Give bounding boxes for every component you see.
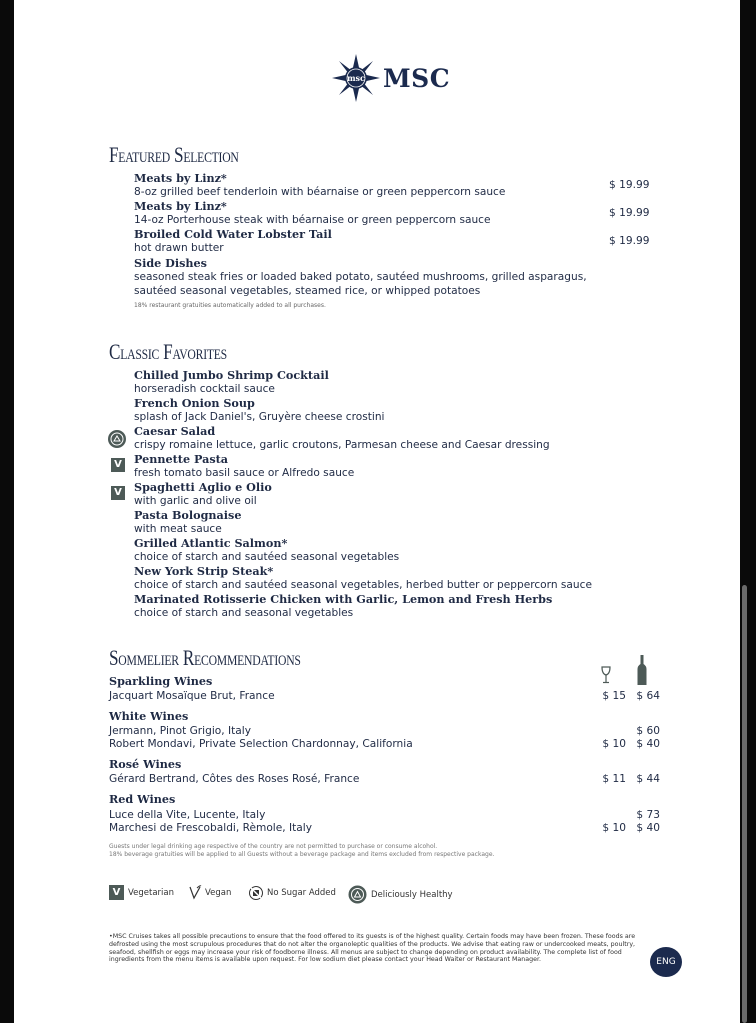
bottle-price: $ 40 [636, 738, 660, 750]
wine-name: Marchesi de Frescobaldi, Rèmole, Italy [109, 822, 312, 834]
menu-item [134, 227, 614, 255]
glass-price: $ 15 [602, 690, 626, 702]
item-desc: 14-oz Porterhouse steak with béarnaise or green peppercorn sauce [134, 214, 491, 226]
wine-bottle-icon [637, 655, 647, 685]
glass-price: $ 10 [602, 738, 626, 750]
bottle-price: $ 64 [636, 690, 660, 702]
item-name: Meats by Linz* [134, 199, 227, 213]
item-desc: choice of starch and sautéed seasonal vegetables, herbed butter or peppercorn sauce [134, 579, 592, 591]
menu-item [134, 480, 614, 508]
menu-item [134, 452, 614, 480]
item-name: Side Dishes [134, 256, 207, 270]
item-name: Meats by Linz* [134, 171, 227, 185]
menu-item [134, 199, 614, 227]
item-desc: horseradish cocktail sauce [134, 383, 275, 395]
item-desc: choice of starch and seasonal vegetables [134, 607, 354, 619]
wine-name: Jermann, Pinot Grigio, Italy [109, 725, 251, 737]
wine-name: Gérard Bertrand, Côtes des Roses Rosé, France [109, 773, 360, 785]
language-button[interactable]: ENG [650, 947, 682, 977]
legend-no-sugar [248, 885, 336, 901]
classic-title: Classic Favorites [109, 339, 227, 364]
item-name: New York Strip Steak* [134, 564, 274, 578]
item-desc: with garlic and olive oil [134, 495, 257, 507]
item-desc: splash of Jack Daniel's, Gruyère cheese crostini [134, 411, 385, 423]
item-price: $ 19.99 [609, 207, 650, 219]
brand-name: MSC [383, 63, 451, 93]
wine-category: Red Wines [109, 792, 176, 806]
item-desc: fresh tomato basil sauce or Alfredo sauce [134, 467, 355, 479]
compass-rose-icon [332, 54, 380, 102]
item-desc: crispy romaine lettuce, garlic croutons, Parmesan cheese and Caesar dressing [134, 439, 550, 451]
wine-category: Rosé Wines [109, 757, 182, 771]
legal-note: 18% beverage gratuities will be applied to all Guests without a beverage package and items excluded from respective package. [109, 851, 495, 858]
healthy-icon [108, 430, 126, 448]
wine-name: Jacquart Mosaïque Brut, France [109, 690, 275, 702]
legend-healthy [348, 885, 453, 904]
scrollbar[interactable] [742, 585, 747, 1023]
item-name: Chilled Jumbo Shrimp Cocktail [134, 368, 329, 382]
item-desc: 8-oz grilled beef tenderloin with béarnaise or green peppercorn sauce [134, 186, 506, 198]
menu-page [14, 0, 740, 1023]
glass-price: $ 10 [602, 822, 626, 834]
item-desc: hot drawn butter [134, 242, 224, 254]
wine-category: Sparkling Wines [109, 674, 213, 688]
wine-name: Luce della Vite, Lucente, Italy [109, 809, 266, 821]
bottle-price: $ 40 [636, 822, 660, 834]
legend-label: Vegetarian [128, 887, 175, 898]
bottle-price: $ 73 [636, 809, 660, 821]
menu-item [134, 508, 614, 536]
item-name: Caesar Salad [134, 424, 216, 438]
item-name: Spaghetti Aglio e Olio [134, 480, 272, 494]
menu-item [134, 256, 614, 298]
item-name: Marinated Rotisserie Chicken with Garlic, Lemon and Fresh Herbs [134, 592, 553, 606]
menu-item [134, 171, 614, 199]
vegan-icon [188, 885, 202, 901]
menu-item [134, 368, 614, 396]
bottle-price: $ 44 [636, 773, 660, 785]
healthy-icon [348, 885, 367, 904]
item-desc: with meat sauce [134, 523, 222, 535]
wine-glass-icon [601, 666, 611, 684]
item-name: Broiled Cold Water Lobster Tail [134, 227, 332, 241]
item-desc: choice of starch and sautéed seasonal vegetables [134, 551, 400, 563]
item-name: Pasta Bolognaise [134, 508, 242, 522]
menu-item [134, 564, 614, 592]
no-sugar-icon [248, 885, 264, 901]
emblem-text: msc [347, 73, 365, 83]
disclaimer: •MSC Cruises takes all possible precautions to ensure that the food offered to its guests is of the highest quality. Certain foods may have been frozen. These foods are defrosted using the most scrupulous procedures that do not alter the organoleptic qualities of the products. We advise that eating raw or undercooked meats, poultry, seafood, shellfish or eggs may increase your risk of foodborne illness. All menus are subject to change depending on product availability. The complete list of food ingredients from the menu items is available upon request. For low sodium diet please contact your Head Waiter or Restaurant Manager. [109, 933, 636, 964]
legend-label: No Sugar Added [267, 888, 336, 898]
sommelier-title: Sommelier Recommendations [109, 645, 301, 670]
legal-note: Guests under legal drinking age respective of the country are not permitted to purchase or consume alcohol. [109, 843, 438, 850]
item-desc: sautéed seasonal vegetables, steamed rice, or whipped potatoes [134, 285, 481, 297]
vegetarian-icon: V [111, 458, 125, 472]
legend-vegan [188, 885, 231, 901]
item-name: French Onion Soup [134, 396, 255, 410]
wine-name: Robert Mondavi, Private Selection Chardonnay, California [109, 738, 413, 750]
gratuity-note: 18% restaurant gratuities automatically added to all purchases. [134, 302, 326, 309]
vegetarian-icon: V [109, 885, 124, 900]
featured-title: Featured Selection [109, 142, 239, 167]
menu-item [134, 396, 614, 424]
item-name: Pennette Pasta [134, 452, 229, 466]
legend-label: Vegan [205, 888, 232, 898]
item-desc: seasoned steak fries or loaded baked potato, sautéed mushrooms, grilled asparagus, [134, 271, 587, 283]
legend-vegetarian [109, 885, 174, 900]
menu-item [134, 592, 614, 620]
msc-logo [332, 54, 450, 102]
legend-label: Deliciously Healthy [371, 889, 453, 900]
bottle-price: $ 60 [636, 725, 660, 737]
item-name: Grilled Atlantic Salmon* [134, 536, 288, 550]
vegetarian-icon: V [111, 486, 125, 500]
item-price: $ 19.99 [609, 179, 650, 191]
item-price: $ 19.99 [609, 235, 650, 247]
wine-category: White Wines [109, 709, 189, 723]
glass-price: $ 11 [602, 773, 626, 785]
menu-item [134, 424, 614, 452]
menu-item [134, 536, 614, 564]
